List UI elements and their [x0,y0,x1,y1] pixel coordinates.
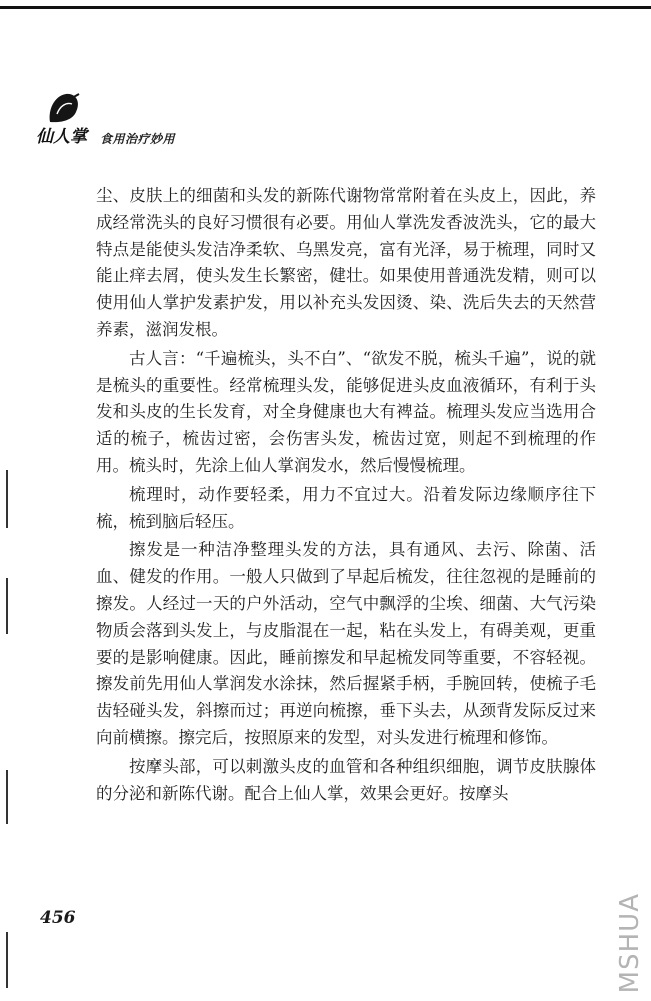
cactus-logo-icon [46,92,82,126]
header-subtitle: 食用治疗妙用 [100,132,176,146]
paragraph: 按摩头部，可以刺激头皮的血管和各种组织细胞，调节皮肤腺体的分泌和新陈代谢。配合上仙人掌，效果会更好。按摩头 [96,756,596,803]
header-title: 仙人掌 [36,127,87,147]
paragraph: 擦发是一种洁净整理头发的方法，具有通风、去污、除菌、活血、健发的作用。一般人只做到了早起后梳发，往往忽视的是睡前的擦发。人经过一天的户外活动，空气中飘浮的尘埃、细菌、大气污染物质会落到头发上，与皮脂混在一起，粘在头发上，有碍美观，更重要的是影响健康。因此，睡前擦发和早起梳发同等重要，不容轻视。擦发前先用仙人掌润发水涂抹，然后握紧手柄，手腕回转，使梳子毛齿轻碰头发，斜擦而过；再逆向梳擦，垂下头去，从颈背发际反过来向前横擦。擦完后，按照原来的发型，对头发进行梳理和修饰。 [96,540,596,747]
page-number: 456 [40,908,76,928]
paragraph: 梳理时，动作要轻柔，用力不宜过大。沿着发际边缘顺序往下梳，梳到脑后轻压。 [96,484,596,531]
top-rule [0,6,651,9]
paragraph-continued: 尘、皮肤上的细菌和头发的新陈代谢物常常附着在头皮上，因此，养成经常洗头的良好习惯很有必要。用仙人掌洗发香波洗头，它的最大特点是能使头发洁净柔软、乌黑发亮，富有光泽，易于梳理，同时又能止痒去屑，使头发生长繁密，健壮。如果使用普通洗发精，则可以使用仙人掌护发素护发，用以补充头发因烫、染、洗后失去的天然营养素，滋润发根。 [96,186,596,339]
running-header [36,92,236,154]
paragraph: 古人言：“千遍梳头，头不白”、“欲发不脱，梳头千遍”，说的就是梳头的重要性。经常梳理头发，能够促进头皮血液循环，有利于头发和头皮的生长发育，对全身健康也大有裨益。梳理头发应当选用合适的梳子，梳齿过密，会伤害头发，梳齿过宽，则起不到梳理的作用。梳头时，先涂上仙人掌润发水，然后慢慢梳理。 [96,348,596,475]
watermark: MSHUA [615,892,645,993]
scan-margin-marks [6,470,10,990]
body-text [96,183,596,809]
